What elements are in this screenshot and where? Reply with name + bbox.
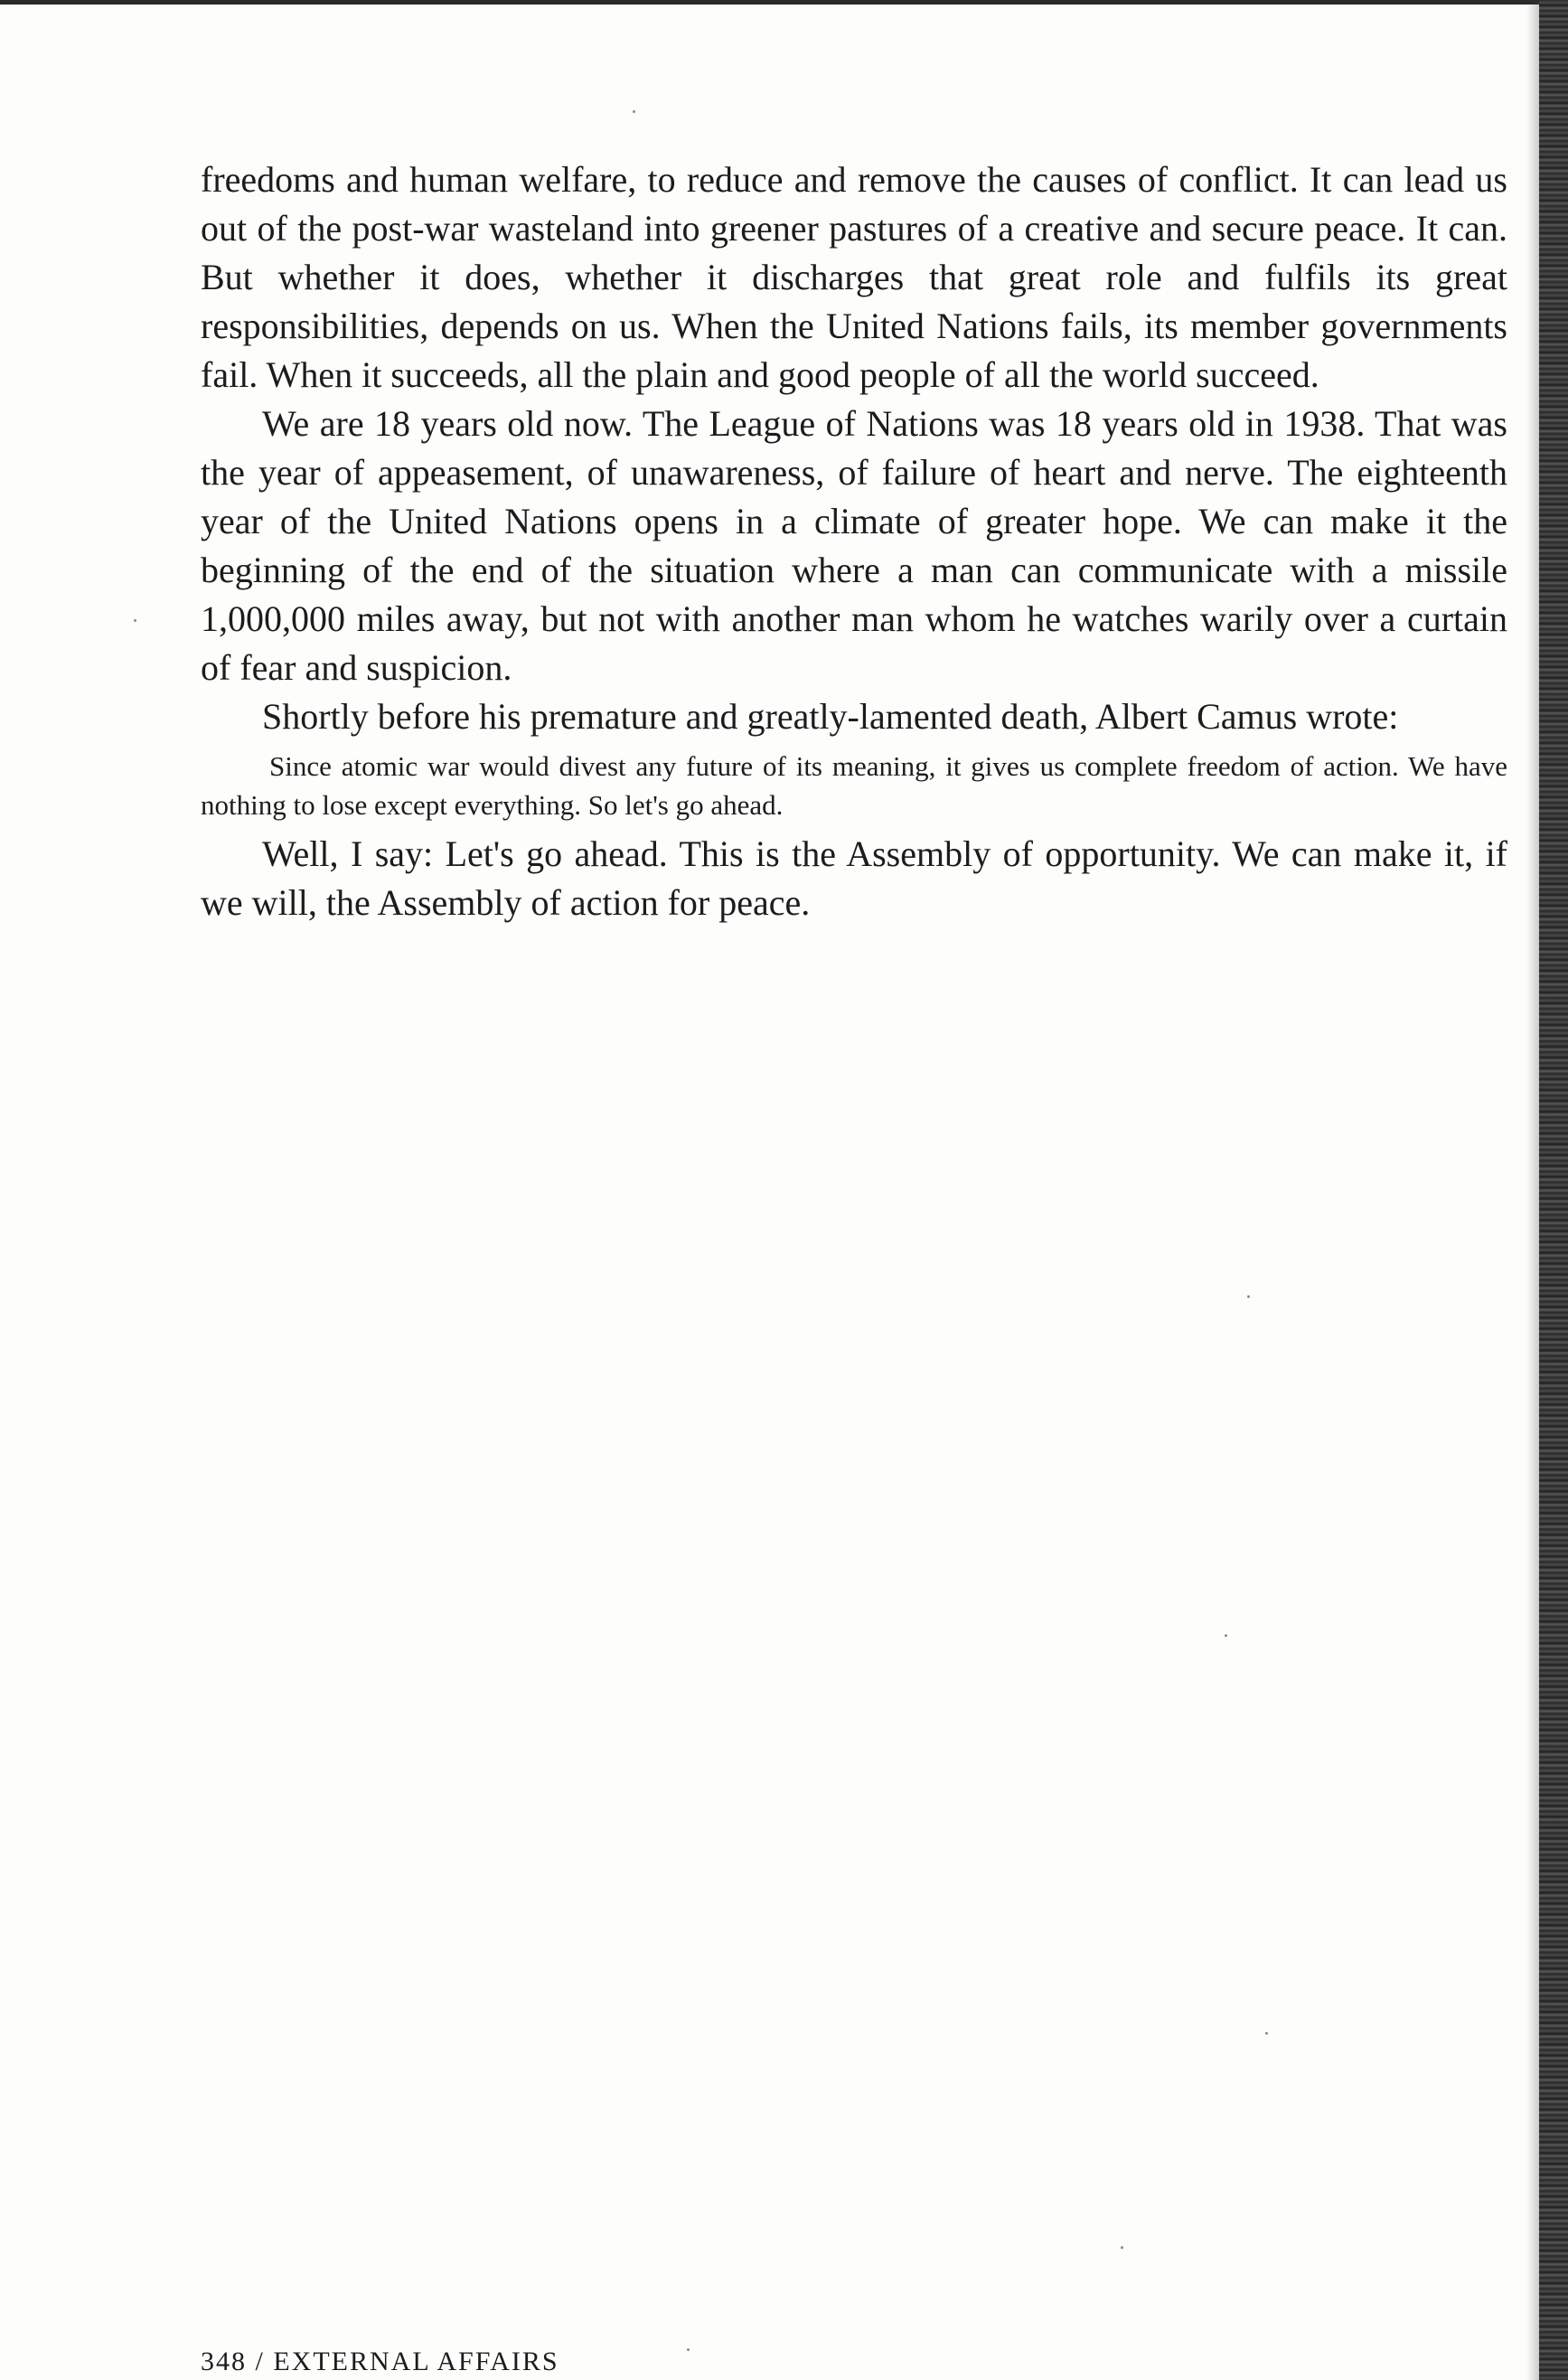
top-page-edge — [0, 0, 1568, 5]
camus-quotation: Since atomic war would divest any future of its meaning, it gives us complete freedom of action. We have nothing to lose except everything. So let's go ahead. — [201, 750, 1507, 821]
page-footer — [201, 2347, 559, 2377]
scan-speck — [1247, 1295, 1250, 1298]
book-binding-edge — [1539, 0, 1568, 2380]
binding-shadow — [1526, 0, 1539, 2380]
scan-speck — [687, 2348, 690, 2351]
body-text — [201, 155, 1507, 927]
paragraph-closing: Well, I say: Let's go ahead. This is the Assembly of opportunity. We can make it, if we will, the Assembly of action for peace. — [201, 833, 1507, 923]
scan-speck — [1225, 1634, 1227, 1637]
paragraph-eighteen-years: We are 18 years old now. The League of Nations was 18 years old in 1938. That was the year of appeasement, of unawareness, of failure of heart and nerve. The eighteenth year of the United Nations opens in a climate of greater hope. We can make it the beginning of the end of the situation where a man can communicate with a missile 1,000,000 miles away, but not with another man whom he watches warily over a curtain of fear and suspicion. — [201, 403, 1507, 688]
scan-speck — [633, 110, 635, 113]
page-number: 348 — [201, 2347, 247, 2376]
paragraph-camus-intro: Shortly before his premature and greatly-lamented death, Albert Camus wrote: — [262, 696, 1399, 737]
publication-name: EXTERNAL AFFAIRS — [273, 2347, 559, 2376]
scan-speck — [134, 619, 136, 622]
footer-separator: / — [255, 2347, 265, 2376]
scan-speck — [1121, 2246, 1123, 2249]
scan-speck — [1265, 2032, 1268, 2035]
paragraph-continued: freedoms and human welfare, to reduce and remove the causes of conflict. It can lead us out of the post-war wasteland into greener pastures of a creative and secure peace. It can. But whether it does, whether it discharges that great role and fulfils its great responsibilities, depends on us. When the United Nations fails, its member governments fail. When it succeeds, all the plain and good people of all the world succeed. — [201, 159, 1507, 395]
